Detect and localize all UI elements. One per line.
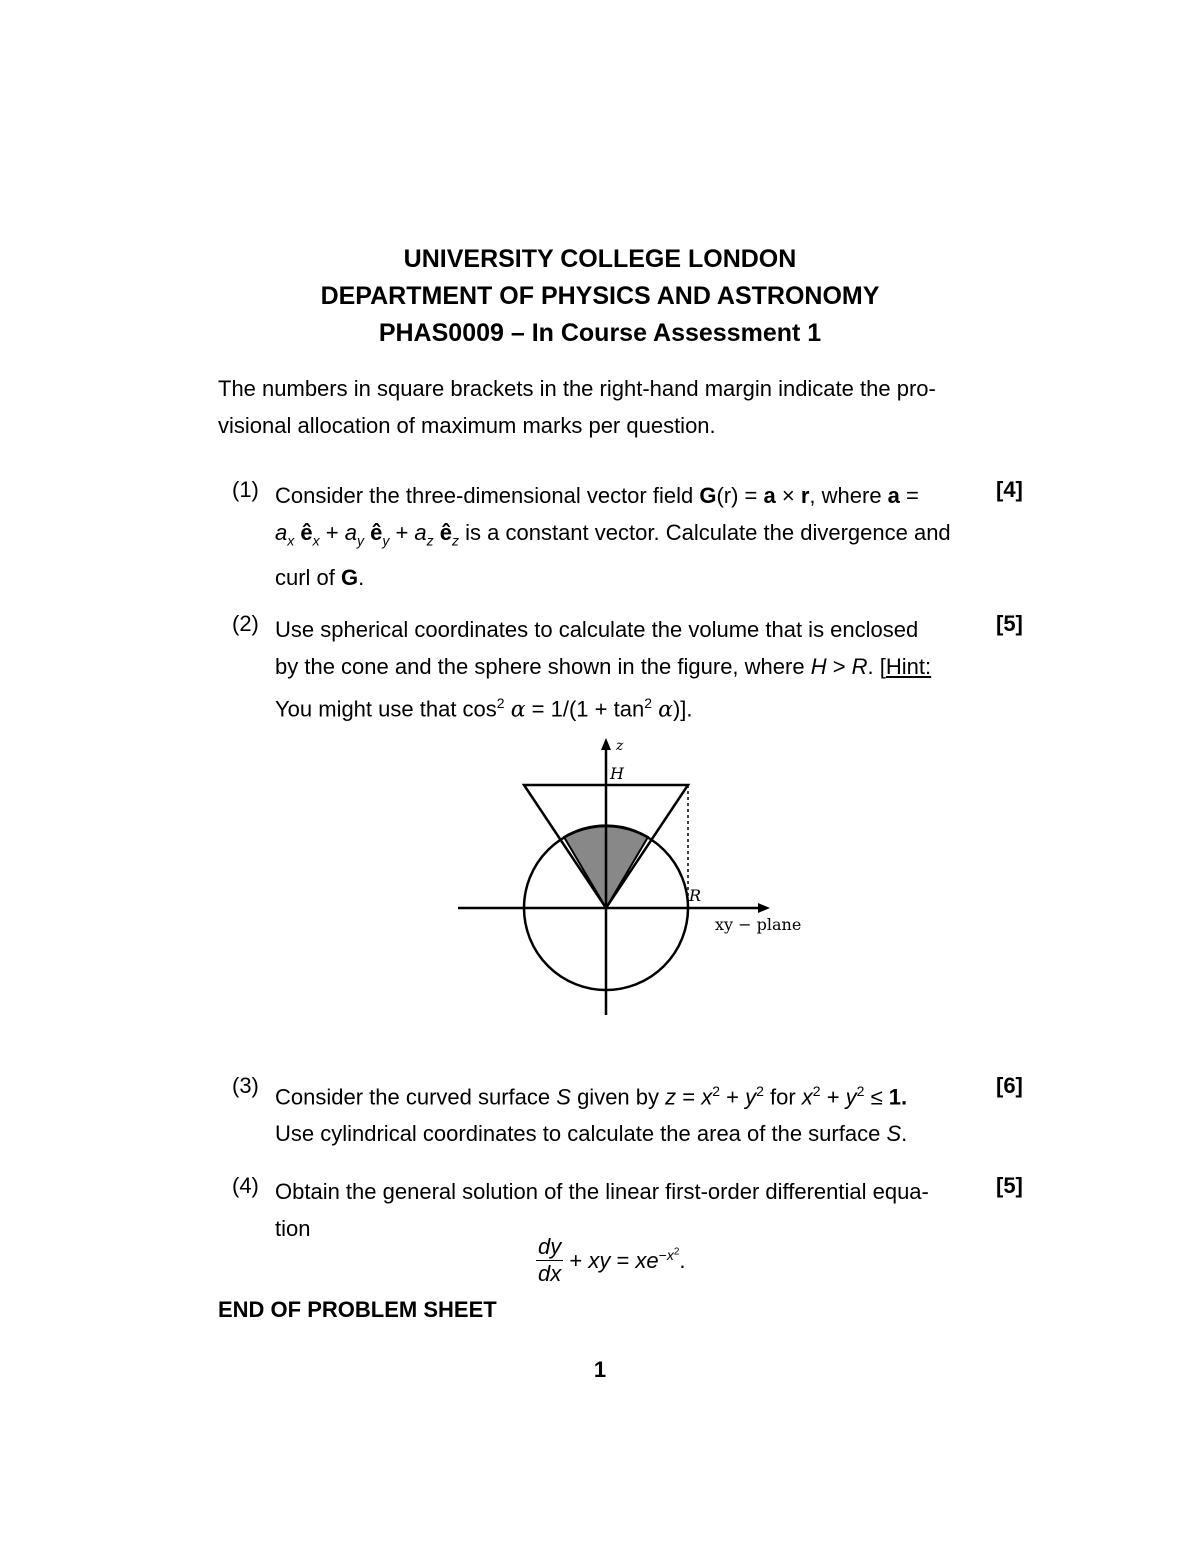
H-label: H [610, 764, 624, 783]
question-line: by the cone and the sphere shown in the figure, where H > R. [Hint: [275, 654, 932, 679]
R-label: R [689, 886, 702, 905]
cone-sphere-figure [440, 730, 840, 1030]
derivative-fraction: $\frac{dy}{dx}$ [538, 1234, 562, 1286]
question-line: Obtain the general solution of the linear first-order differential equa- [275, 1179, 929, 1204]
intro-paragraph [218, 370, 980, 444]
question-line: Consider the curved surface S given by $z = x^2 + y^2$ for $x^2 + y^2 \le 1$. [275, 1083, 908, 1110]
question-text [275, 477, 980, 596]
xy-axis-arrow [758, 903, 770, 913]
question-text [275, 1073, 980, 1152]
question-number: (1) [232, 477, 259, 502]
question-line: $a_x$ $ê_x + a_y$ $ê_y + a_z$ $ê_z$ is a constant vector. Calculate the divergence and [275, 520, 951, 549]
question-line: Use cylindrical coordinates to calculate the area of the surface S. [275, 1121, 908, 1147]
marks-badge: [6] [996, 1073, 1023, 1098]
question-number: (3) [232, 1073, 259, 1098]
intro-line-1: The numbers in square brackets in the right-hand margin indicate the pro- [218, 376, 936, 401]
marks-badge: [5] [996, 1173, 1023, 1198]
z-axis-label: z [616, 738, 624, 754]
question-line: Consider the three-dimensional vector field G(r) = a × r, where a = [275, 483, 919, 508]
question-number: (4) [232, 1173, 259, 1198]
page-number: 1 [593, 1357, 607, 1382]
z-axis-arrow [601, 738, 611, 750]
plane-label: xy − plane [715, 915, 802, 934]
differential-equation: $\frac{dy}{dx}$ + xy = $xe^{-x^2}$. [538, 1234, 686, 1286]
end-of-sheet: END OF PROBLEM SHEET [218, 1297, 497, 1322]
university-title: UNIVERSITY COLLEGE LONDON [403, 245, 797, 273]
question-text [275, 611, 980, 728]
marks-badge: [5] [996, 611, 1023, 636]
intro-line-2: visional allocation of maximum marks per question. [218, 413, 716, 438]
question-number: (2) [232, 611, 259, 636]
question-line: You might use that $\cos^2 \alpha = 1/(1 + \tan^2 \alpha)$]. [275, 695, 693, 723]
question-line: curl of G. [275, 565, 365, 591]
department-title: DEPARTMENT OF PHYSICS AND ASTRONOMY [320, 282, 880, 310]
marks-badge: [4] [996, 477, 1023, 502]
question-line: tion [275, 1216, 311, 1241]
assessment-title: PHAS0009 – In Course Assessment 1 [378, 319, 822, 347]
question-line: Use spherical coordinates to calculate the volume that is enclosed [275, 617, 919, 642]
